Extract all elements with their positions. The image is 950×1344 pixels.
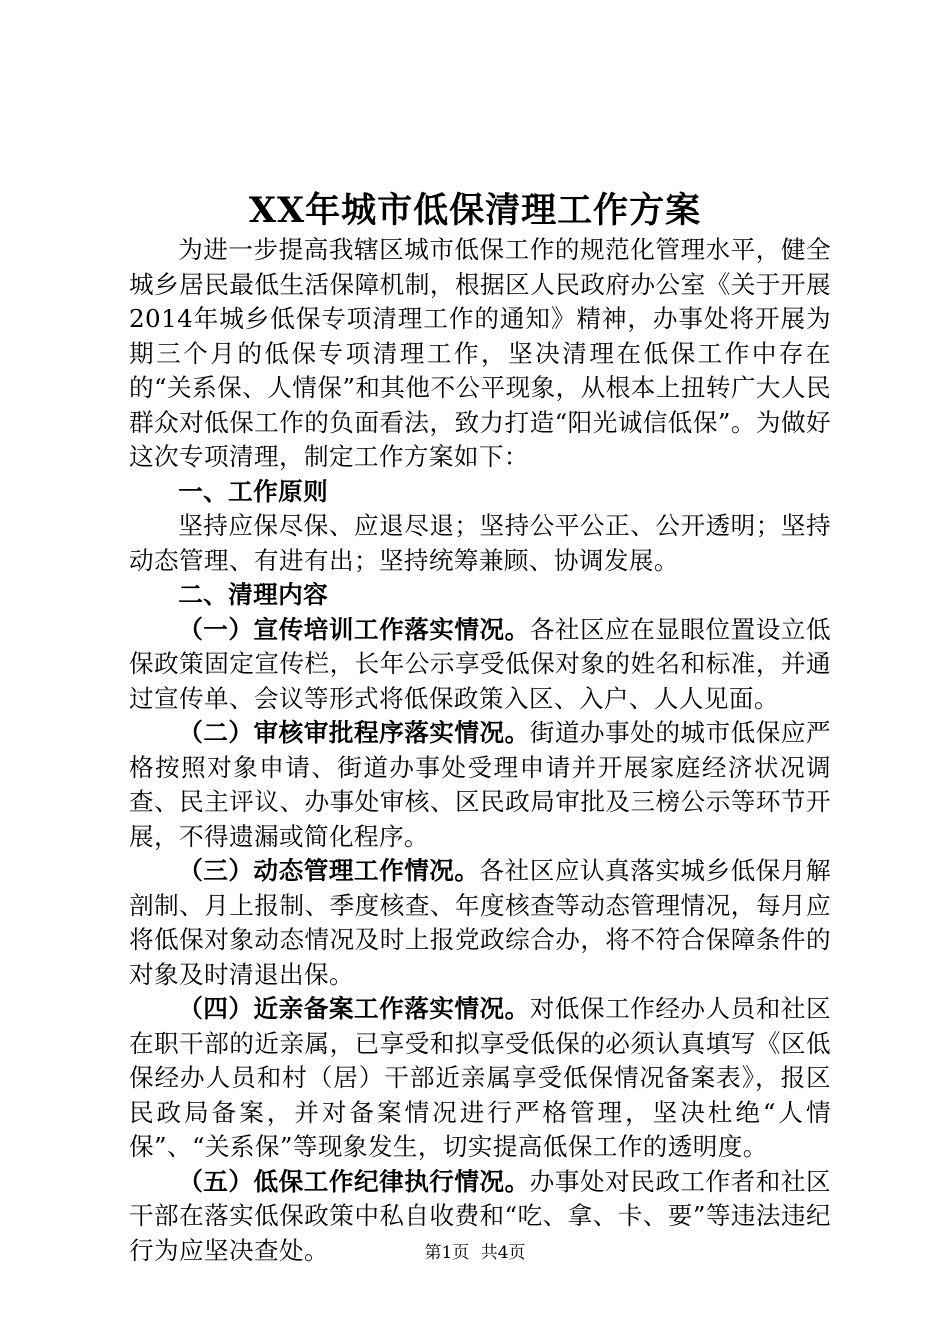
page-total: 共4页 xyxy=(480,1243,526,1263)
content-item-title: （三）动态管理工作情况。 xyxy=(178,856,480,885)
content-item-title: （一）宣传培训工作落实情况。 xyxy=(178,614,530,644)
page-number: 第1页 xyxy=(424,1243,470,1263)
content-item-title: （五）低保工作纪律执行情况。 xyxy=(178,1166,530,1196)
content-item-text: 各社区应在显眼位置设立低保政策固定宣传栏，长年公示享受低保对象的姓名和标准，并通过宣传单、会议等形式将低保政策入区、入户、人人见面。 xyxy=(129,614,831,713)
page-footer xyxy=(0,1241,950,1265)
section-heading-content: 二、清理内容 xyxy=(178,580,329,609)
content-item-3 xyxy=(129,854,831,992)
content-item-text: 各社区应认真落实城乡低保月解剖制、月上报制、季度核查、年度核查等动态管理情况，每月应将低保对象动态情况及时上报党政综合办，将不符合保障条件的对象及时清退出保。 xyxy=(129,856,831,989)
principles-paragraph: 坚持应保尽保、应退尽退；坚持公平公正、公开透明；坚持动态管理、有进有出；坚持统筹兼顾、协调发展。 xyxy=(129,511,831,575)
content-item-1 xyxy=(129,613,831,717)
content-item-text: 街道办事处的城市低保应严格按照对象申请、街道办事处受理申请并开展家庭经济状况调查、民主评议、办事处审核、区民政局审批及三榜公示等环节开展，不得遗漏或简化程序。 xyxy=(129,718,831,851)
content-item-4 xyxy=(129,992,831,1165)
document-body xyxy=(129,233,831,1268)
intro-paragraph: 为进一步提高我辖区城市低保工作的规范化管理水平，健全城乡居民最低生活保障机制，根据区人民政府办公室《关于开展2014年城乡低保专项清理工作的通知》精神，办事处将开展为期三个月的低保专项清理工作，坚决清理在低保工作中存在的“关系保、人情保”和其他不公平现象，从根本上扭转广大人民群众对低保工作的负面看法，致力打造“阳光诚信低保”。为做好这次专项清理，制定工作方案如下： xyxy=(129,235,831,471)
section-heading-principles: 一、工作原则 xyxy=(178,476,329,506)
content-item-title: （二）审核审批程序落实情况。 xyxy=(178,718,530,747)
document-title: XX年城市低保清理工作方案 xyxy=(248,190,702,231)
content-item-2 xyxy=(129,716,831,854)
content-item-text: 对低保工作经办人员和社区在职干部的近亲属，已享受和拟享受低保的必须认真填写《区低保经办人员和村（居）干部近亲属享受低保情况备案表》，报区民政局备案，并对备案情况进行严格管理，坚决杜绝“人情保”、“关系保”等现象发生，切实提高低保工作的透明度。 xyxy=(129,994,831,1161)
content-item-title: （四）近亲备案工作落实情况。 xyxy=(178,994,530,1023)
content-item-text: 办事处对民政工作者和社区干部在落实低保政策中私自收费和“吃、拿、卡、要”等违法违纪行为应坚决查处。 xyxy=(129,1166,831,1265)
